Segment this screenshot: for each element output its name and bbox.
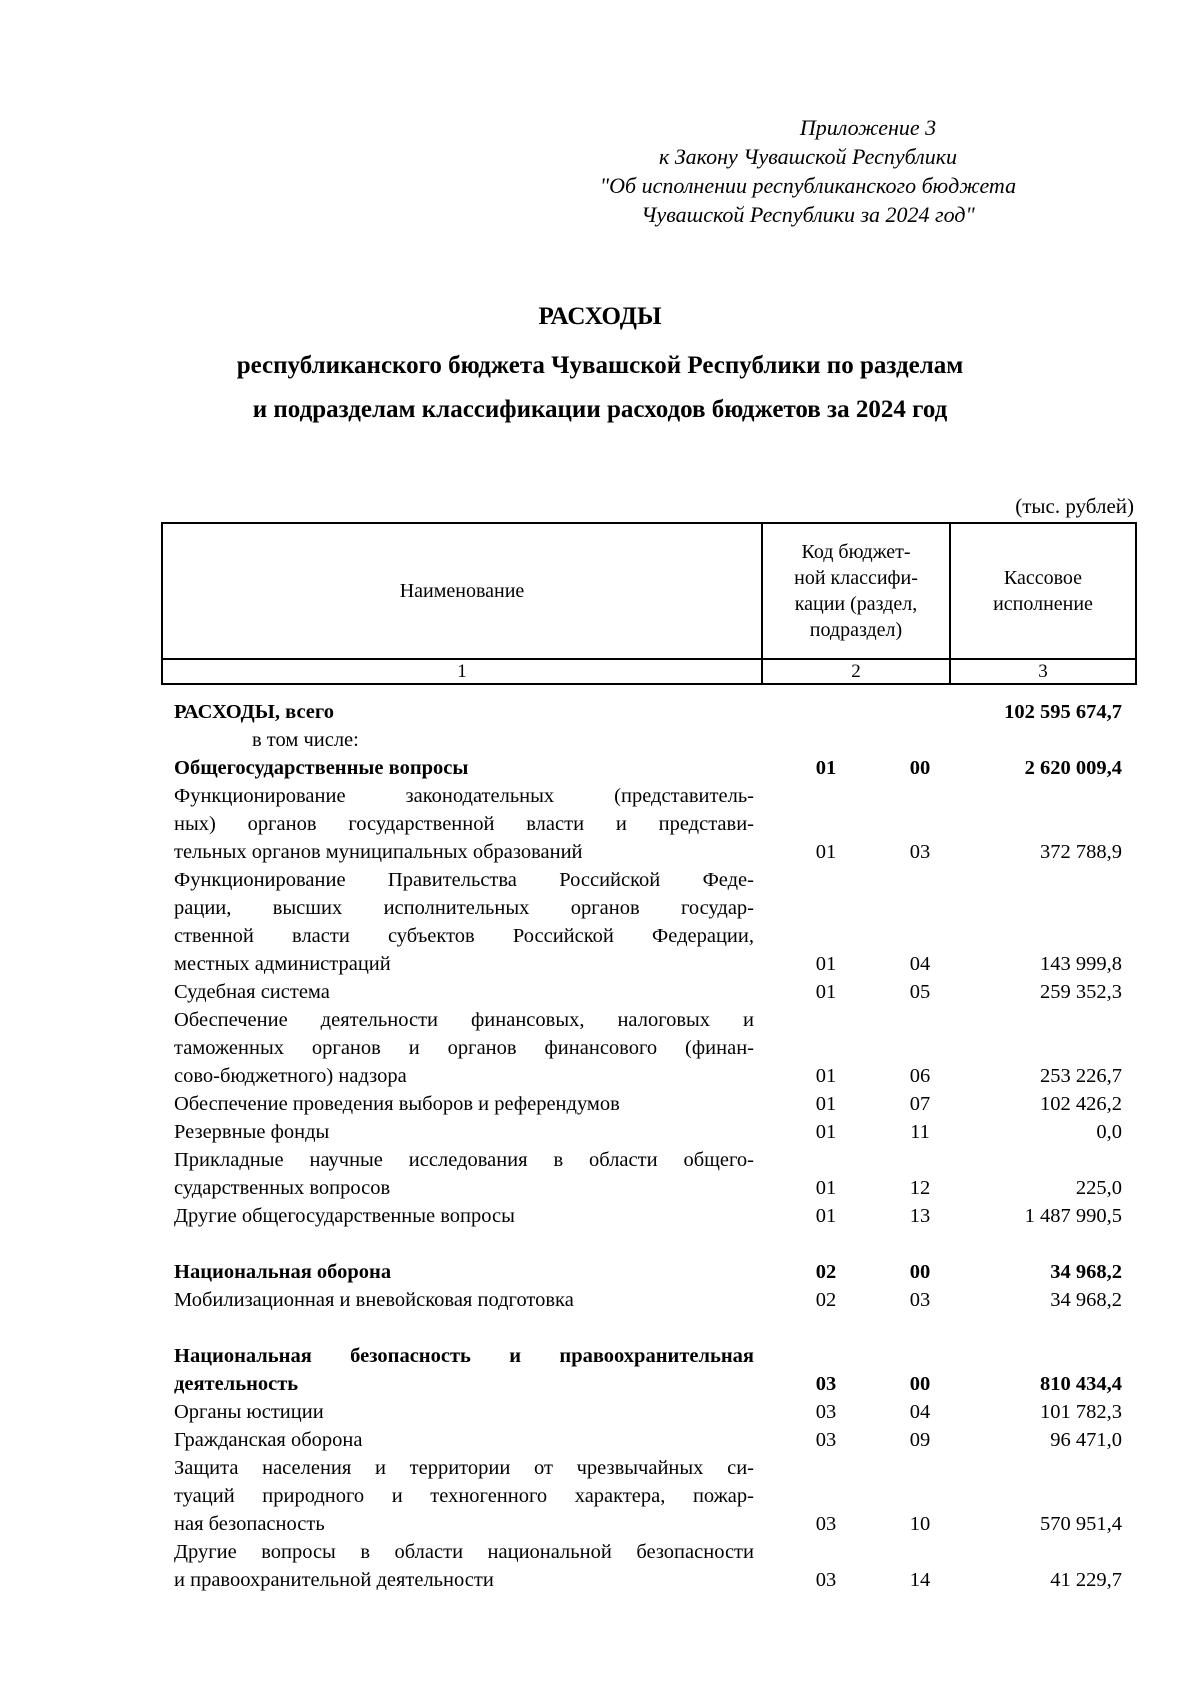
row-name: Общегосударственные вопросы [174,757,469,779]
row-value: 570 951,4 [1040,1513,1122,1535]
row-name: Обеспечение проведения выборов и референдумов [174,1093,620,1115]
row-name-line: ных) органов государственной власти и представи- [174,813,754,835]
row-value: 41 229,7 [1050,1569,1122,1591]
row-subsection-code: 00 [909,757,931,779]
row-subsection-code: 03 [909,841,931,863]
header-col-number-2: 2 [762,659,950,684]
row-section-code: 01 [815,1205,837,1227]
row-subsection-code: 05 [909,981,931,1003]
row-subsection-code: 06 [909,1065,931,1087]
row-name-line: рации, высших исполнительных органов государ- [174,897,754,919]
appendix-line-3: "Об исполнении республиканского бюджета [599,173,1017,198]
table-row [174,1006,1122,1090]
row-section-code: 01 [815,1177,837,1199]
header-name: Наименование [162,523,762,659]
row-name-line: туаций природного и техногенного характера, пожар- [174,1485,754,1507]
row-section-code: 01 [815,841,837,863]
row-section-code: 03 [815,1513,837,1535]
row-value: 102 426,2 [1040,1093,1122,1115]
title-line-2: республиканского бюджета Чувашской Республики по разделам [236,352,964,379]
header-code-line-4: подраздел) [809,619,903,641]
appendix-note [508,113,1108,229]
header-code-line-2: ной классифи- [794,567,918,589]
appendix-line-2: к Закону Чувашской Республики [658,144,957,169]
row-name-line: сударственных вопросов [174,1177,391,1199]
row-name: в том числе: [252,729,359,751]
row-value: 34 968,2 [1050,1261,1122,1283]
row-value: 372 788,9 [1040,841,1122,863]
table-row [174,1090,1122,1118]
row-section-code: 01 [815,1065,837,1087]
row-name-line: тельных органов муниципальных образований [174,841,583,863]
appendix-line-4: Чувашской Республики за 2024 год" [641,202,975,227]
row-section-code: 03 [815,1429,837,1451]
row-subsection-code: 13 [909,1205,931,1227]
title-line-3: и подразделам классификации расходов бюджетов за 2024 год [252,396,948,423]
row-value: 810 434,4 [1040,1373,1122,1395]
row-section-code: 01 [815,981,837,1003]
row-subsection-code: 04 [909,953,931,975]
row-section-code: 03 [815,1569,837,1591]
row-name-line: таможенных органов и органов финансового (финан- [174,1037,754,1059]
title-main: РАСХОДЫ [538,303,662,330]
row-value: 34 968,2 [1050,1289,1122,1311]
row-name-line: ственной власти субъектов Российской Федерации, [174,925,754,947]
row-subsection-code: 04 [909,1401,931,1423]
table-row [174,782,1122,866]
row-name: Судебная система [174,981,330,1003]
table-row [174,1426,1122,1454]
row-name: Национальная оборона [174,1261,392,1283]
table-row-section-01 [174,754,1122,782]
table-row-section-03 [174,1342,1122,1398]
table-row [174,1146,1122,1202]
row-subsection-code: 11 [910,1121,930,1143]
row-name-line: местных администраций [174,953,391,975]
table-row [174,866,1122,978]
row-subsection-code: 07 [909,1093,931,1115]
row-value: 101 782,3 [1040,1401,1122,1423]
header-code [762,523,950,659]
expense-rows [174,698,1122,1594]
row-value: 102 595 674,7 [1004,701,1122,723]
row-section-code: 01 [815,1093,837,1115]
row-value: 225,0 [1075,1177,1122,1199]
row-name-line: Национальная безопасность и правоохранительная [174,1345,754,1367]
header-exec-line-2: исполнение [993,593,1093,615]
row-name-line: Прикладные научные исследования в области общего- [174,1149,754,1171]
row-subsection-code: 12 [909,1177,931,1199]
units-label: (тыс. рублей) [1015,494,1134,518]
row-section-code: 02 [815,1261,837,1283]
table-row [174,978,1122,1006]
row-name-line: Функционирование законодательных (представитель- [174,785,754,807]
row-section-code: 01 [815,953,837,975]
row-name-line: Функционирование Правительства Российской Феде- [174,869,754,891]
row-subsection-code: 10 [909,1513,931,1535]
row-subsection-code: 00 [909,1373,931,1395]
header-code-line-3: кации (раздел, [794,593,918,615]
table-row [174,1286,1122,1314]
row-subsection-code: 00 [909,1261,931,1283]
row-value: 0,0 [1096,1121,1122,1143]
table-row-section-02 [174,1258,1122,1286]
table-row-including [174,726,1122,754]
row-subsection-code: 14 [909,1569,931,1591]
row-name: РАСХОДЫ, всего [174,701,334,723]
header-code-line-1: Код бюджет- [801,541,911,563]
row-name: Другие общегосударственные вопросы [174,1205,515,1227]
row-value: 1 487 990,5 [1024,1205,1122,1227]
row-section-code: 03 [815,1401,837,1423]
row-name: Гражданская оборона [174,1429,363,1451]
row-section-code: 03 [815,1373,837,1395]
row-name-line: деятельность [174,1373,299,1395]
table-row [174,1454,1122,1538]
row-name-line: Обеспечение деятельности финансовых, налоговых и [174,1009,754,1031]
header-exec-line-1: Кассовое [1003,567,1083,589]
row-subsection-code: 03 [909,1289,931,1311]
row-name: Резервные фонды [174,1121,330,1143]
table-row [174,1118,1122,1146]
row-subsection-code: 09 [909,1429,931,1451]
appendix-line-1: Приложение 3 [799,115,937,140]
section-spacer [174,1314,1122,1342]
table-row [174,1538,1122,1594]
row-value: 2 620 009,4 [1024,757,1122,779]
document-title [0,302,1200,432]
row-name: Органы юстиции [174,1401,324,1423]
row-name-line: Защита населения и территории от чрезвычайных си- [174,1457,754,1479]
row-name-line: ная безопасность [174,1513,325,1535]
title-subtitle [0,344,1200,432]
row-name-line: Другие вопросы в области национальной безопасности [174,1541,754,1563]
table-row-total [174,698,1122,726]
row-value: 96 471,0 [1050,1429,1122,1451]
header-execution [950,523,1136,659]
row-section-code: 02 [815,1289,837,1311]
row-name-line: сово-бюджетного) надзора [174,1065,407,1087]
table-row [174,1202,1122,1230]
row-name: Мобилизационная и вневойсковая подготовка [174,1289,574,1311]
row-name-line: и правоохранительной деятельности [174,1569,494,1591]
row-section-code: 01 [815,757,837,779]
section-spacer [174,1230,1122,1258]
header-col-number-3: 3 [950,659,1136,684]
table-header [161,522,1137,685]
row-value: 259 352,3 [1040,981,1122,1003]
table-row [174,1398,1122,1426]
row-section-code: 01 [815,1121,837,1143]
header-col-number-1: 1 [162,659,762,684]
row-value: 253 226,7 [1040,1065,1122,1087]
row-value: 143 999,8 [1040,953,1122,975]
